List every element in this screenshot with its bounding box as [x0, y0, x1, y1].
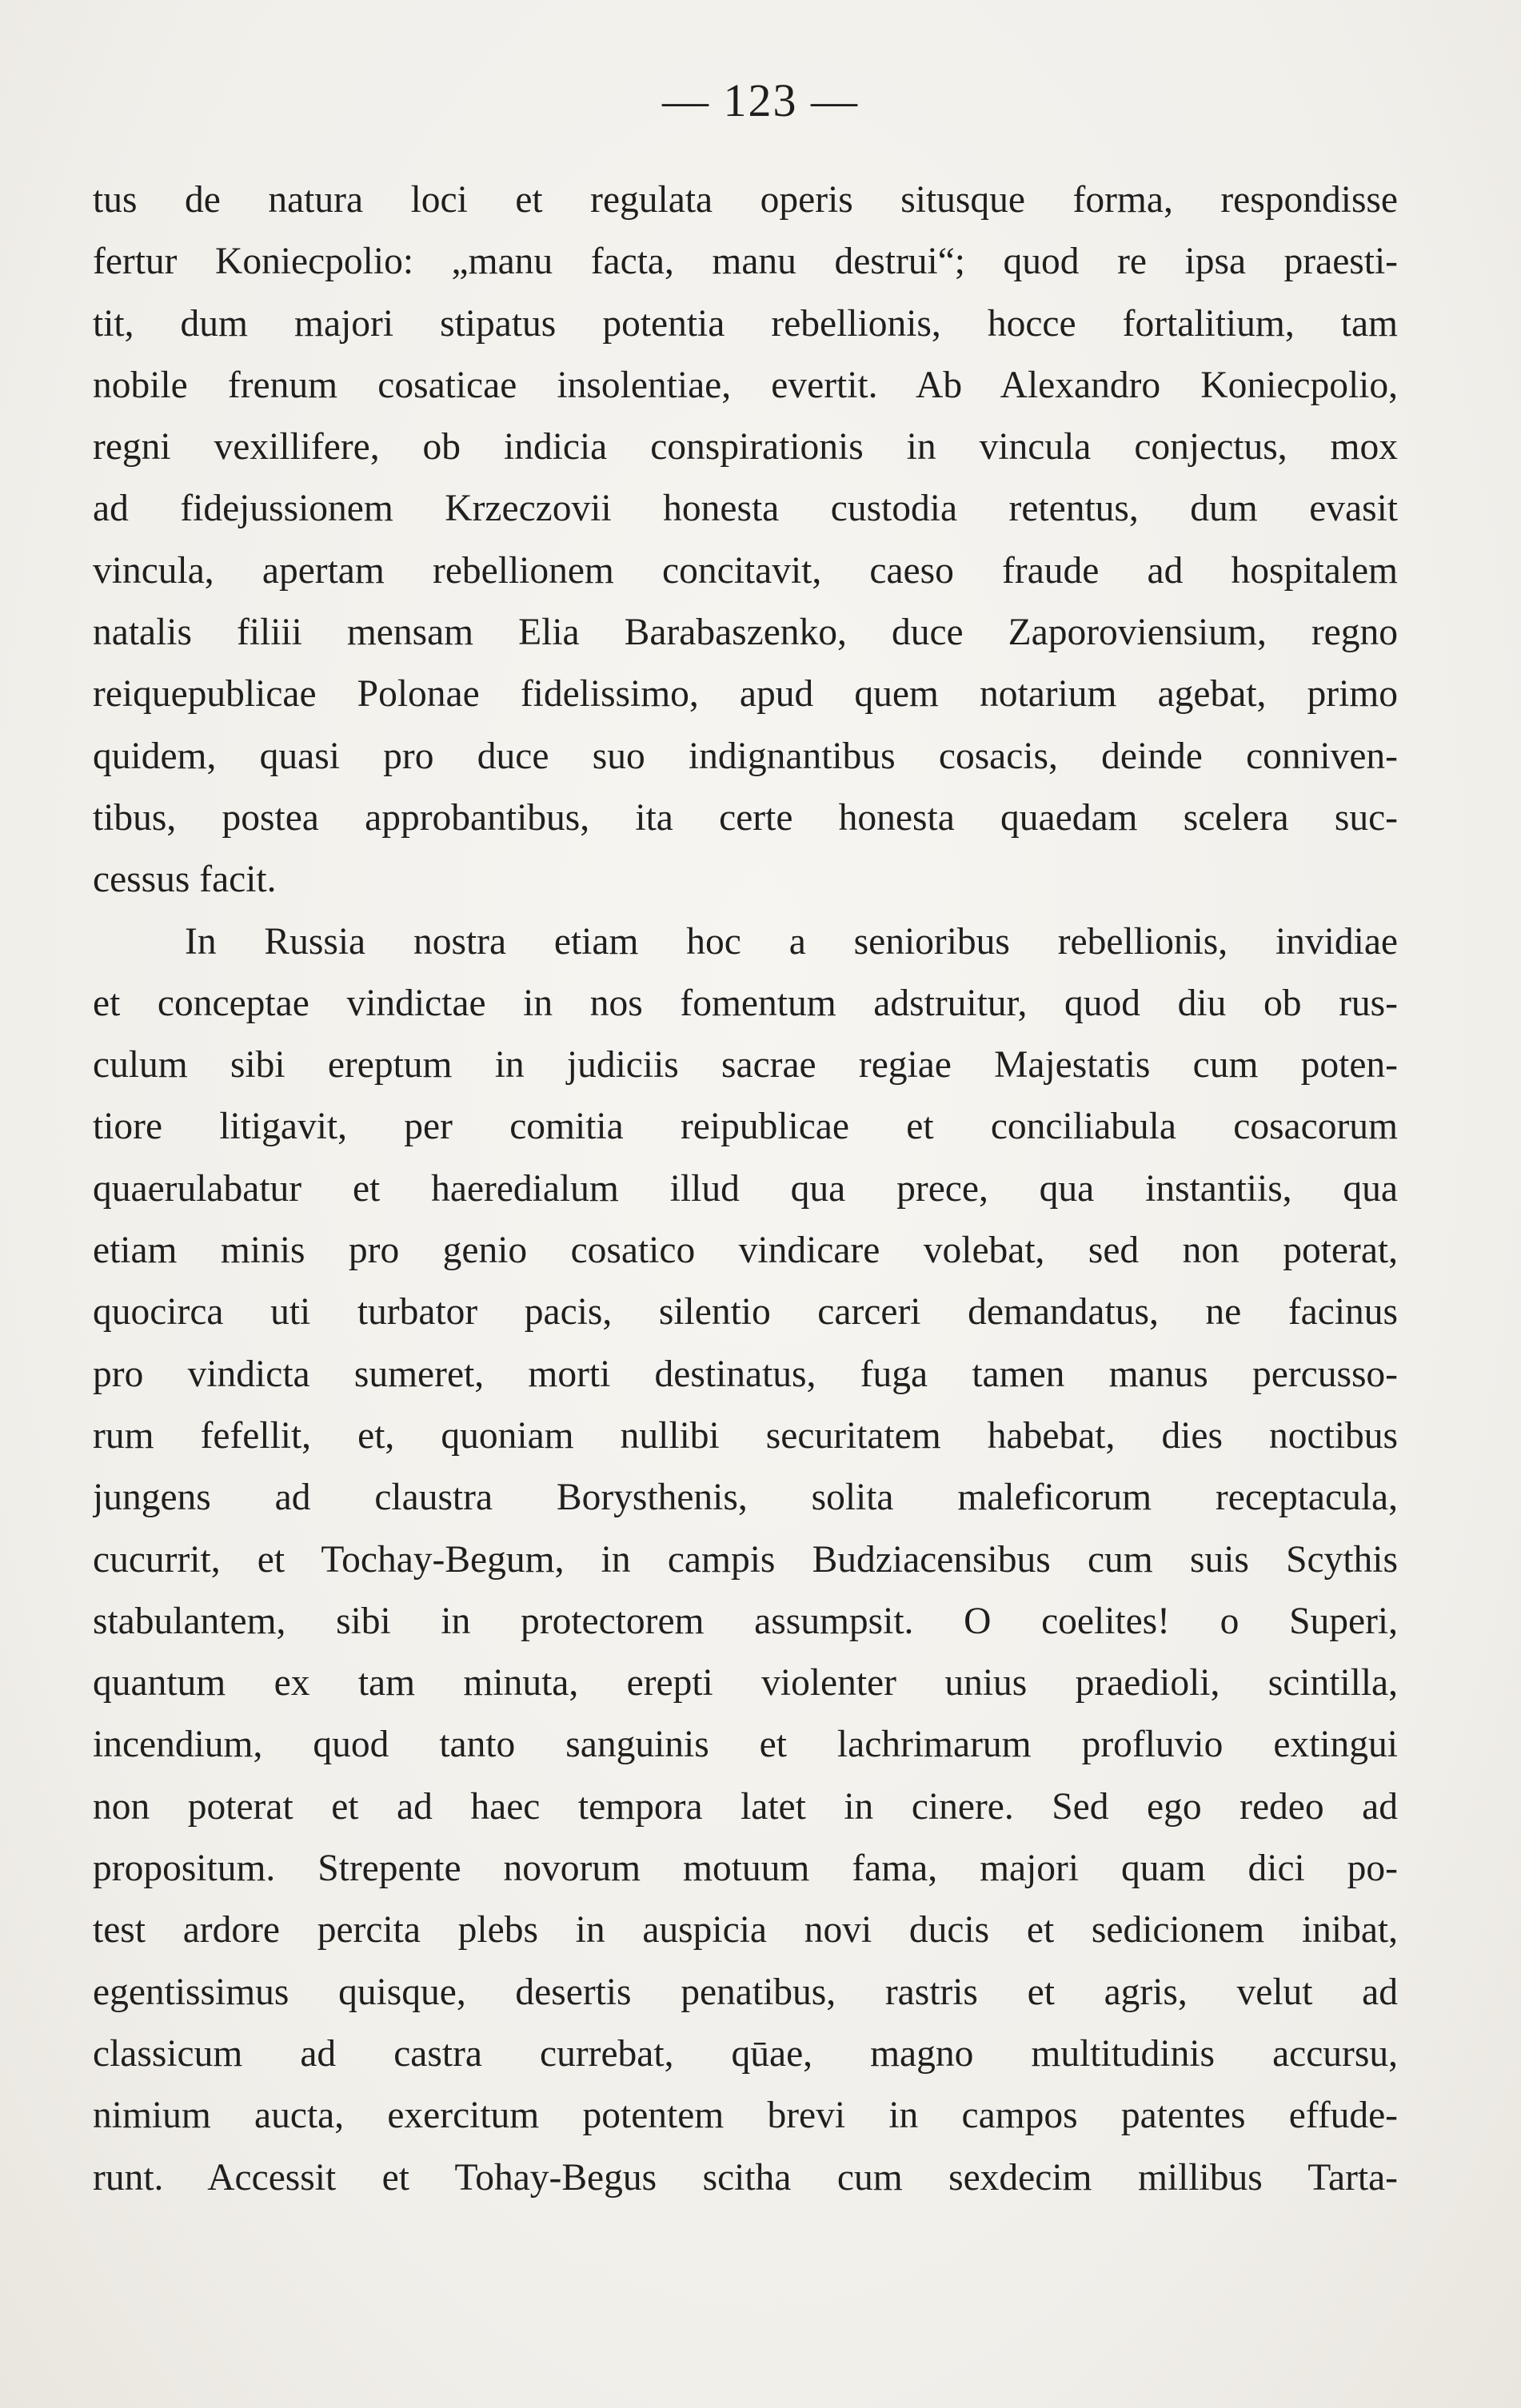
text-line: reiquepublicae Polonae fidelissimo, apud quem notarium agebat, primo: [93, 673, 1398, 716]
text-line: incendium, quod tanto sanguinis et lachrimarum profluvio extingui: [93, 1724, 1398, 1766]
page-number: — 123 —: [662, 74, 859, 126]
text-line: stabulantem, sibi in protectorem assumpsit. O coelites! o Superi,: [93, 1600, 1398, 1642]
text-line: nobile frenum cosaticae insolentiae, evertit. Ab Alexandro Koniecpolio,: [93, 364, 1398, 406]
text-line: vincula, apertam rebellionem concitavit, caeso fraude ad hospitalem: [93, 549, 1398, 592]
paragraph-2: [93, 911, 1398, 2209]
text-line: cessus facit.: [93, 859, 277, 901]
text-line: quidem, quasi pro duce suo indignantibus cosacis, deinde conniven-: [93, 735, 1398, 777]
text-line: cucurrit, et Tochay-Begum, in campis Budziacensibus cum suis Scythis: [93, 1538, 1398, 1581]
text-line: propositum. Strepente novorum motuum fama, majori quam dici po-: [93, 1848, 1398, 1890]
text-line: pro vindicta sumeret, morti destinatus, fuga tamen manus percusso-: [93, 1353, 1398, 1395]
text-line: nimium aucta, exercitum potentem brevi in campos patentes effude-: [93, 2095, 1398, 2137]
text-line: tibus, postea approbantibus, ita certe honesta quaedam scelera suc-: [93, 796, 1398, 839]
text-line: In Russia nostra etiam hoc a senioribus rebellionis, invidiae: [185, 920, 1398, 963]
text-line: culum sibi ereptum in judiciis sacrae regiae Majestatis cum poten-: [93, 1044, 1398, 1086]
text-line: tus de natura loci et regulata operis situsque forma, respondisse: [93, 179, 1398, 221]
text-line: rum fefellit, et, quoniam nullibi securitatem habebat, dies noctibus: [93, 1414, 1398, 1457]
text-line: ad fidejussionem Krzeczovii honesta custodia retentus, dum evasit: [93, 488, 1398, 530]
body-text: [93, 169, 1398, 2209]
text-line: non poterat et ad haec tempora latet in cinere. Sed ego redeo ad: [93, 1785, 1398, 1828]
text-line: tiore litigavit, per comitia reipublicae et conciliabula cosacorum: [93, 1106, 1398, 1148]
text-line: quaerulabatur et haeredialum illud qua prece, qua instantiis, qua: [93, 1167, 1398, 1210]
text-line: test ardore percita plebs in auspicia novi ducis et sedicionem inibat,: [93, 1909, 1398, 1952]
text-line: et conceptae vindictae in nos fomentum adstruitur, quod diu ob rus-: [93, 982, 1398, 1024]
text-line: tit, dum majori stipatus potentia rebellionis, hocce fortalitium, tam: [93, 302, 1398, 345]
text-line: runt. Accessit et Tohay-Begus scitha cum sexdecim millibus Tarta-: [93, 2156, 1398, 2199]
text-line: egentissimus quisque, desertis penatibus, rastris et agris, velut ad: [93, 1971, 1398, 2013]
text-line: regni vexillifere, ob indicia conspirationis in vincula conjectus, mox: [93, 426, 1398, 468]
text-line: classicum ad castra currebat, qūae, magno multitudinis accursu,: [93, 2032, 1398, 2075]
paragraph-1: [93, 169, 1398, 911]
text-line: quocirca uti turbator pacis, silentio carceri demandatus, ne facinus: [93, 1291, 1398, 1334]
text-line: quantum ex tam minuta, erepti violenter unius praedioli, scintilla,: [93, 1662, 1398, 1704]
text-line: fertur Koniecpolio: „manu facta, manu destrui“; quod re ipsa praesti-: [93, 241, 1398, 283]
text-line: etiam minis pro genio cosatico vindicare volebat, sed non poterat,: [93, 1230, 1398, 1272]
text-line: natalis filiii mensam Elia Barabaszenko, duce Zaporoviensium, regno: [93, 612, 1398, 654]
text-line: jungens ad claustra Borysthenis, solita maleficorum receptacula,: [93, 1477, 1398, 1519]
